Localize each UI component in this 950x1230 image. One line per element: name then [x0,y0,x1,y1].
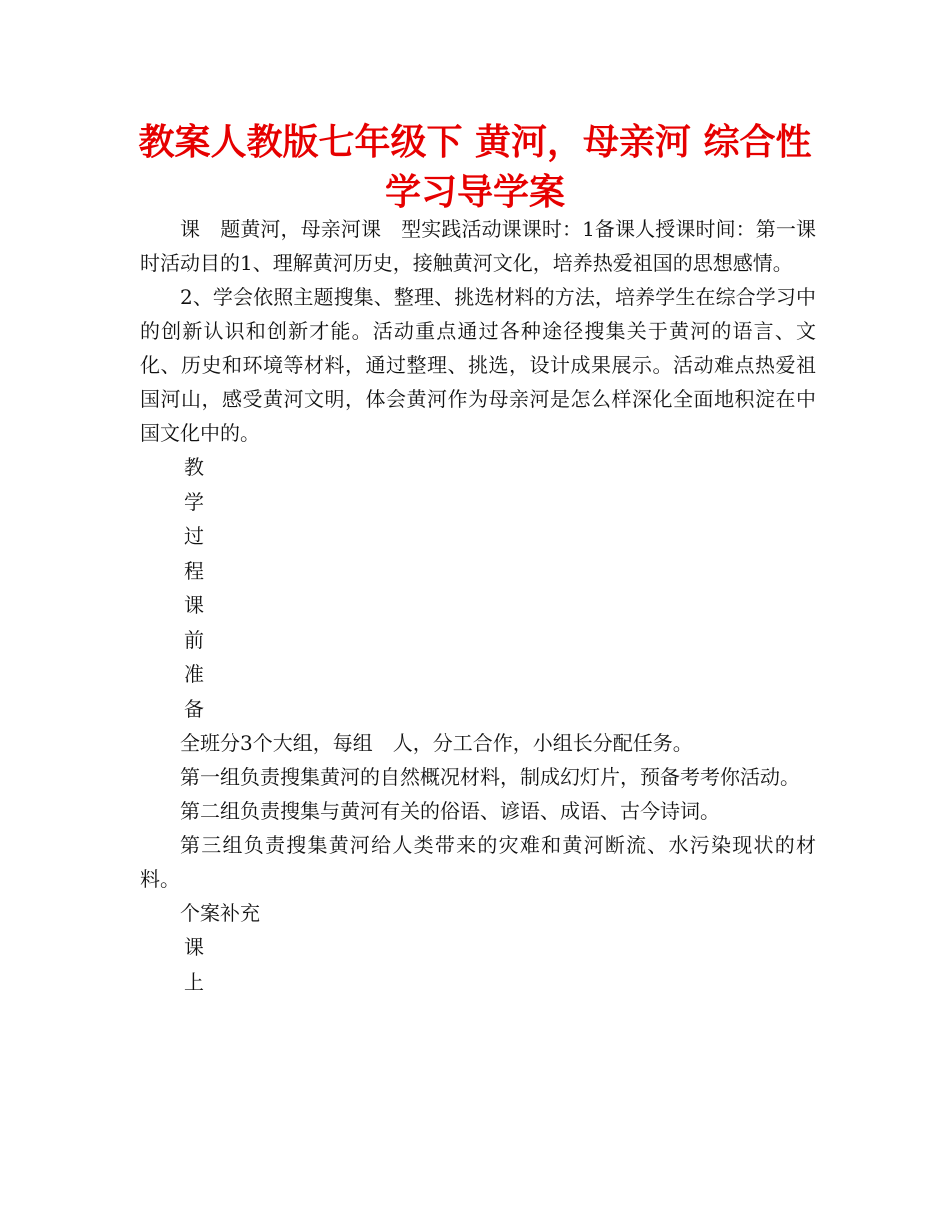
heading-char: 准 [184,662,204,686]
vertical-heading-teaching-process [140,450,816,726]
vertical-heading-in-class [140,930,816,999]
paragraph-group-2: 第二组负责搜集与黄河有关的俗语、谚语、成语、古今诗词。 [180,799,720,823]
heading-char: 学 [184,489,204,514]
heading-char: 上 [184,969,204,994]
heading-char: 过 [184,524,204,548]
heading-char: 课 [184,593,204,617]
document-title [120,118,830,218]
title-line-2: 学习导学案 [384,172,565,213]
paragraph-case-supplement: 个案补充 [180,901,260,925]
heading-char: 备 [184,696,204,721]
paragraph-group-1: 第一组负责搜集黄河的自然概况材料，制成幻灯片，预备考考你活动。 [180,765,800,789]
paragraph-grouping: 全班分3个大组，每组 人，分工合作，小组长分配任务。 [180,731,693,755]
heading-char: 教 [184,455,204,479]
title-line-1: 教案人教版七年级下 黄河，母亲河 综合性 [138,122,812,163]
paragraph-objectives: 2、学会依照主题搜集、整理、挑选材料的方法，培养学生在综合学习中的创新认识和创新才能。活动重点通过各种途径搜集关于黄河的语言、文化、历史和环境等材料，通过整理、挑选，设计成果展示。活动难点热爱祖国河山，感受黄河文明，体会黄河作为母亲河是怎么样深化全面地积淀在中国文化中的。 [140,285,816,445]
paragraph-lesson-info: 课 题黄河，母亲河课 型实践活动课课时：1备课人授课时间：第一课时活动目的1、理解黄河历史，接触黄河文化，培养热爱祖国的思想感情。 [140,217,816,275]
heading-char: 课 [184,935,204,959]
document-body [140,212,816,999]
heading-char: 前 [184,627,204,652]
paragraph-group-3: 第三组负责搜集黄河给人类带来的灾难和黄河断流、水污染现状的材料。 [140,833,816,891]
heading-char: 程 [184,558,204,583]
